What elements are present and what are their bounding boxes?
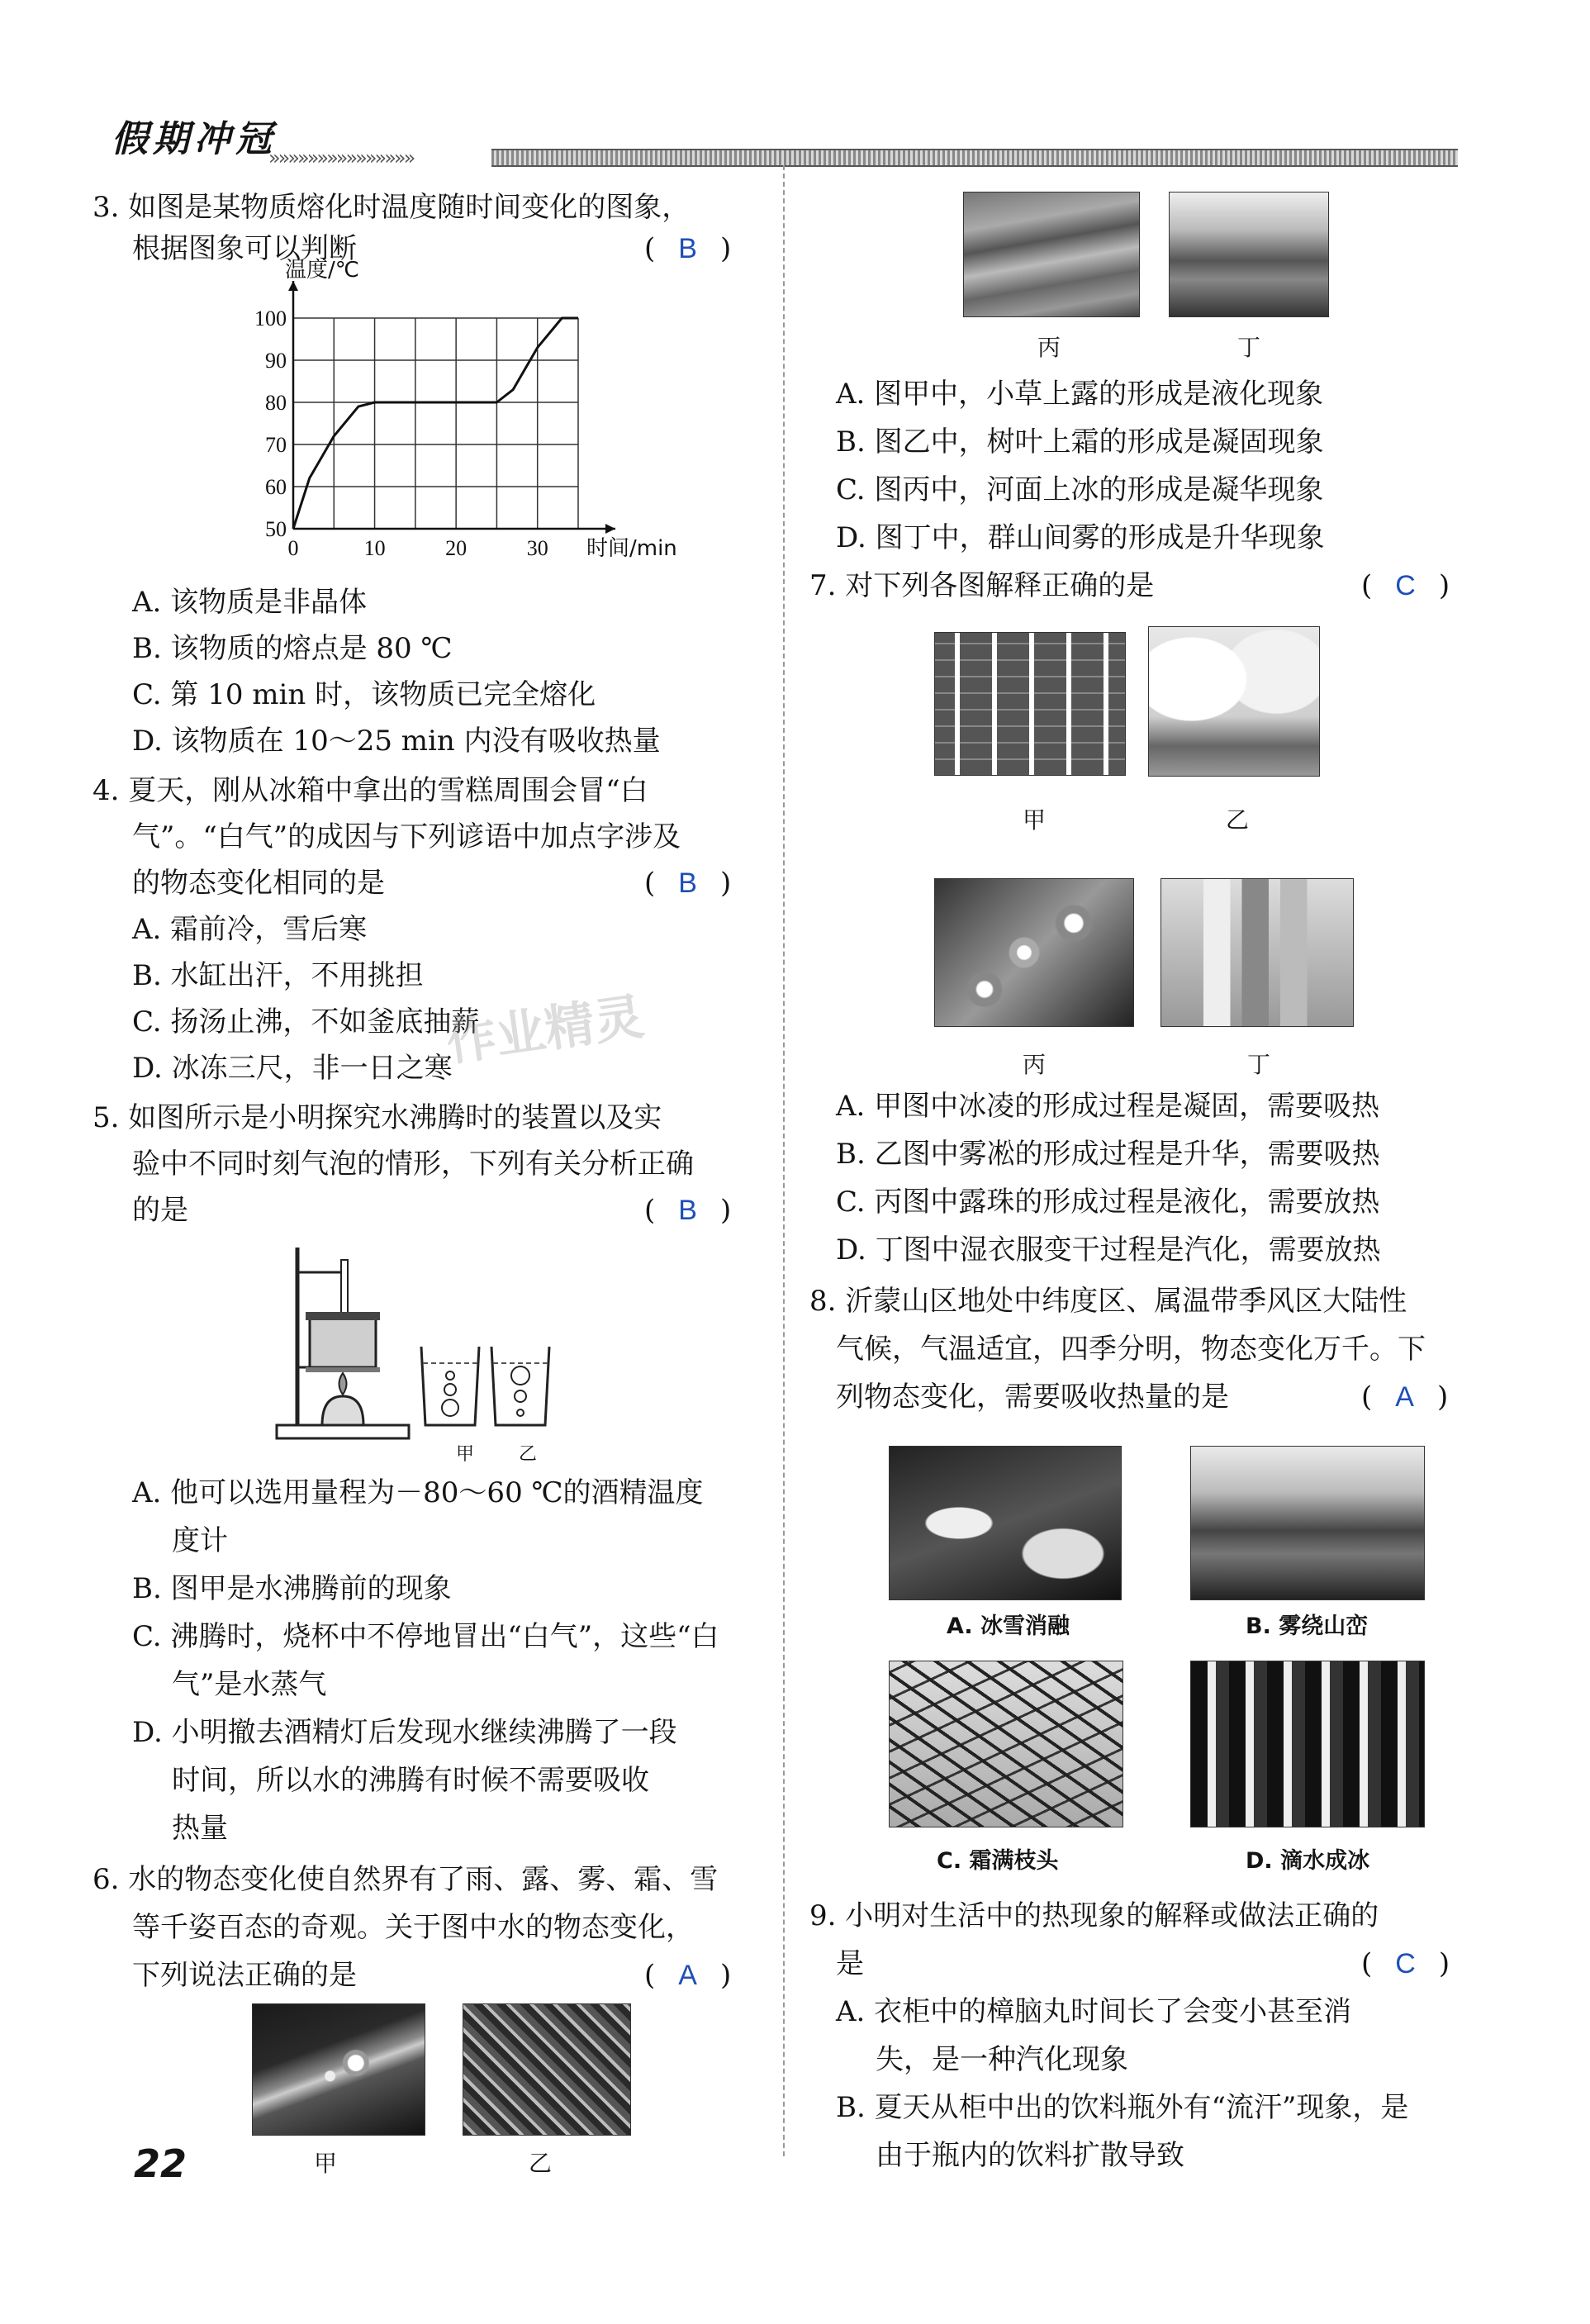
q9-option-b-cont: 由于瓶内的饮料扩散导致	[876, 2139, 1184, 2172]
q5-option-c: C. 沸腾时，烧杯中不停地冒出“白气”，这些“白	[132, 1620, 719, 1653]
q6-stem-line1: 6. 水的物态变化使自然界有了雨、露、雾、霜、雪	[93, 1863, 719, 1896]
q4-option-a: A. 霜前冷，雪后寒	[132, 913, 368, 946]
q4-stem-line3: 的物态变化相同的是	[132, 867, 385, 900]
q8-caption-c: C. 霜满枝头	[937, 1848, 1059, 1874]
q8-caption-d: D. 滴水成冰	[1246, 1848, 1370, 1874]
q6-photo-ding-fog	[1169, 192, 1329, 317]
chart-y-tick-label: 80	[265, 391, 287, 415]
q7-photo-ding-clothes	[1160, 878, 1354, 1027]
q5-fig-label-yi: 乙	[519, 1444, 538, 1465]
q7-photo-jia-icicles	[934, 632, 1126, 776]
q9-option-a-cont: 失，是一种汽化现象	[876, 2043, 1128, 2076]
beaker-yi	[491, 1347, 549, 1425]
chart-y-tick-label: 50	[265, 517, 287, 541]
chart-x-tick-label: 0	[287, 536, 299, 560]
q4-option-b: B. 水缸出汗，不用挑担	[132, 959, 424, 992]
q8-stem-line1: 8. 沂蒙山区地处中纬度区、属温带季风区大陆性	[809, 1285, 1407, 1318]
q4-stem-line2: 气”。“白气”的成因与下列谚语中加点字涉及	[132, 820, 681, 853]
q8-stem-line3: 列物态变化，需要吸收热量的是	[836, 1381, 1229, 1414]
q7-option-c: C. 丙图中露珠的形成过程是液化，需要放热	[836, 1186, 1380, 1219]
q6-stem-line2: 等千姿百态的奇观。关于图中水的物态变化，	[132, 1911, 694, 1944]
beaker-lid	[306, 1312, 380, 1320]
q7-answer: ( C )	[1361, 569, 1450, 602]
q3-stem-line2: 根据图象可以判断	[132, 232, 357, 265]
q5-option-d: D. 小明撤去酒精灯后发现水继续沸腾了一段	[132, 1716, 677, 1749]
q6-photo-yi-frost	[463, 2003, 631, 2136]
q9-option-b: B. 夏天从柜中出的饮料瓶外有“流汗”现象，是	[836, 2091, 1409, 2124]
header-chevrons: »»»»»»»»»»»»»»»	[268, 146, 414, 169]
q5-stem-line3: 的是	[132, 1194, 188, 1227]
q7-caption-jia: 甲	[1023, 806, 1047, 834]
q6-answer-letter: A	[678, 1960, 697, 1991]
q8-photo-d-icicles	[1190, 1661, 1425, 1827]
right-column	[783, 0, 1590, 2324]
beaker-on-stand	[310, 1318, 376, 1367]
q9-answer: ( C )	[1361, 1947, 1450, 1980]
q5-answer-letter: B	[678, 1195, 697, 1226]
q6-option-d: D. 图丁中，群山间雾的形成是升华现象	[836, 521, 1325, 554]
q6-photo-bing-ice	[963, 192, 1140, 317]
q5-option-d-cont1: 时间，所以水的沸腾有时候不需要吸收	[172, 1764, 649, 1797]
q6-option-a: A. 图甲中，小草上露的形成是液化现象	[836, 378, 1324, 411]
q7-caption-ding: 丁	[1247, 1051, 1271, 1078]
q8-answer: ( A )	[1361, 1381, 1449, 1414]
watermark: 作业精灵	[443, 987, 648, 1073]
bubble-jia-2	[444, 1384, 456, 1395]
q9-answer-letter: C	[1395, 1948, 1416, 1979]
q3-option-a: A. 该物质是非晶体	[132, 586, 368, 619]
bubble-jia-1	[446, 1371, 454, 1380]
chart-x-tick-label: 20	[445, 536, 468, 560]
q7-caption-yi: 乙	[1226, 806, 1250, 834]
q4-answer: ( B )	[644, 867, 732, 900]
q8-photo-a-melting	[889, 1446, 1122, 1600]
q7-option-a: A. 甲图中冰凌的形成过程是凝固，需要吸热	[836, 1090, 1380, 1123]
q5-answer: ( B )	[644, 1194, 732, 1227]
q6-caption-yi: 乙	[529, 2150, 553, 2177]
q5-option-b: B. 图甲是水沸腾前的现象	[132, 1572, 452, 1605]
q6-caption-bing: 丙	[1037, 334, 1061, 361]
q6-answer: ( A )	[644, 1959, 732, 1992]
q5-option-d-cont2: 热量	[172, 1812, 228, 1845]
chart-x-axis-label: 时间/min	[586, 536, 677, 561]
bubble-yi-1	[511, 1366, 529, 1385]
lamp-flame	[339, 1373, 347, 1395]
q5-stem-line1: 5. 如图所示是小明探究水沸腾时的装置以及实	[93, 1101, 662, 1134]
q5-fig-label-jia: 甲	[456, 1444, 475, 1465]
bubble-yi-2	[515, 1390, 526, 1402]
q6-stem-line3: 下列说法正确的是	[132, 1959, 357, 1992]
chart-temperature-line	[293, 318, 578, 529]
q4-option-d: D. 冰冻三尺，非一日之寒	[132, 1052, 453, 1085]
q3-melting-chart	[240, 258, 677, 578]
q8-stem-line2: 气候，气温适宜，四季分明，物态变化万千。下	[836, 1333, 1426, 1366]
header-title: 假期冲冠	[112, 118, 277, 160]
q6-caption-jia: 甲	[314, 2150, 338, 2177]
q3-option-d: D. 该物质在 10～25 min 内没有吸收热量	[132, 725, 661, 758]
q5-stem-line2: 验中不同时刻气泡的情形，下列有关分析正确	[132, 1148, 694, 1181]
chart-y-tick-label: 100	[254, 307, 287, 330]
q7-stem: 7. 对下列各图解释正确的是	[809, 569, 1155, 602]
chart-x-axis-arrow	[605, 524, 615, 534]
chart-x-tick-label: 10	[363, 536, 386, 560]
boiling-apparatus-figure	[273, 1239, 595, 1454]
alcohol-lamp	[322, 1396, 363, 1425]
q4-stem-line1: 4. 夏天，刚从冰箱中拿出的雪糕周围会冒“白	[93, 774, 648, 807]
q5-option-a: A. 他可以选用量程为－80～60 ℃的酒精温度	[132, 1476, 704, 1509]
chart-y-tick-label: 60	[265, 475, 287, 499]
q8-photo-b-fog	[1190, 1446, 1425, 1600]
q9-option-a: A. 衣柜中的樟脑丸时间长了会变小甚至消	[836, 1995, 1352, 2028]
q3-answer: ( B )	[644, 232, 732, 265]
q6-photo-jia-dew	[252, 2003, 425, 2136]
bubble-yi-3	[517, 1409, 524, 1416]
q7-photo-bing-dew	[934, 878, 1134, 1027]
q7-option-b: B. 乙图中雾凇的形成过程是升华，需要吸热	[836, 1138, 1380, 1171]
q7-answer-letter: C	[1395, 570, 1416, 601]
wire-gauze	[306, 1367, 380, 1372]
beaker-jia	[421, 1347, 479, 1425]
q7-photo-yi-rime	[1148, 626, 1320, 777]
page-number: 22	[134, 2141, 187, 2186]
q3-stem-line1: 3. 如图是某物质熔化时温度随时间变化的图象，	[93, 191, 691, 224]
q7-caption-bing: 丙	[1023, 1051, 1047, 1078]
q8-caption-a: A. 冰雪消融	[947, 1613, 1070, 1639]
q8-answer-letter: A	[1395, 1381, 1414, 1413]
left-column	[0, 0, 783, 2324]
q6-option-b: B. 图乙中，树叶上霜的形成是凝固现象	[836, 425, 1324, 459]
q3-option-b: B. 该物质的熔点是 80 ℃	[132, 632, 453, 665]
q3-option-c: C. 第 10 min 时，该物质已完全熔化	[132, 678, 596, 711]
q7-option-d: D. 丁图中湿衣服变干过程是汽化，需要放热	[836, 1233, 1381, 1267]
q4-answer-letter: B	[678, 867, 697, 899]
bubble-jia-3	[442, 1400, 458, 1416]
q5-option-c-cont: 气”是水蒸气	[172, 1668, 327, 1701]
q6-option-c: C. 图丙中，河面上冰的形成是凝华现象	[836, 473, 1324, 506]
q9-stem-line1: 9. 小明对生活中的热现象的解释或做法正确的	[809, 1899, 1379, 1932]
chart-y-tick-label: 90	[265, 349, 287, 373]
q3-answer-letter: B	[678, 233, 697, 264]
q8-photo-c-frost	[889, 1661, 1123, 1827]
chart-y-tick-label: 70	[265, 433, 287, 457]
q8-caption-b: B. 雾绕山峦	[1246, 1613, 1369, 1639]
q4-option-c: C. 扬汤止沸，不如釜底抽薪	[132, 1005, 480, 1038]
iron-stand-base	[277, 1425, 409, 1438]
q5-option-a-cont: 度计	[172, 1524, 228, 1557]
chart-y-axis-label: 温度/℃	[285, 258, 359, 283]
q6-caption-ding: 丁	[1237, 334, 1261, 361]
chart-x-tick-label: 30	[526, 536, 548, 560]
q9-stem-line2: 是	[836, 1947, 864, 1980]
